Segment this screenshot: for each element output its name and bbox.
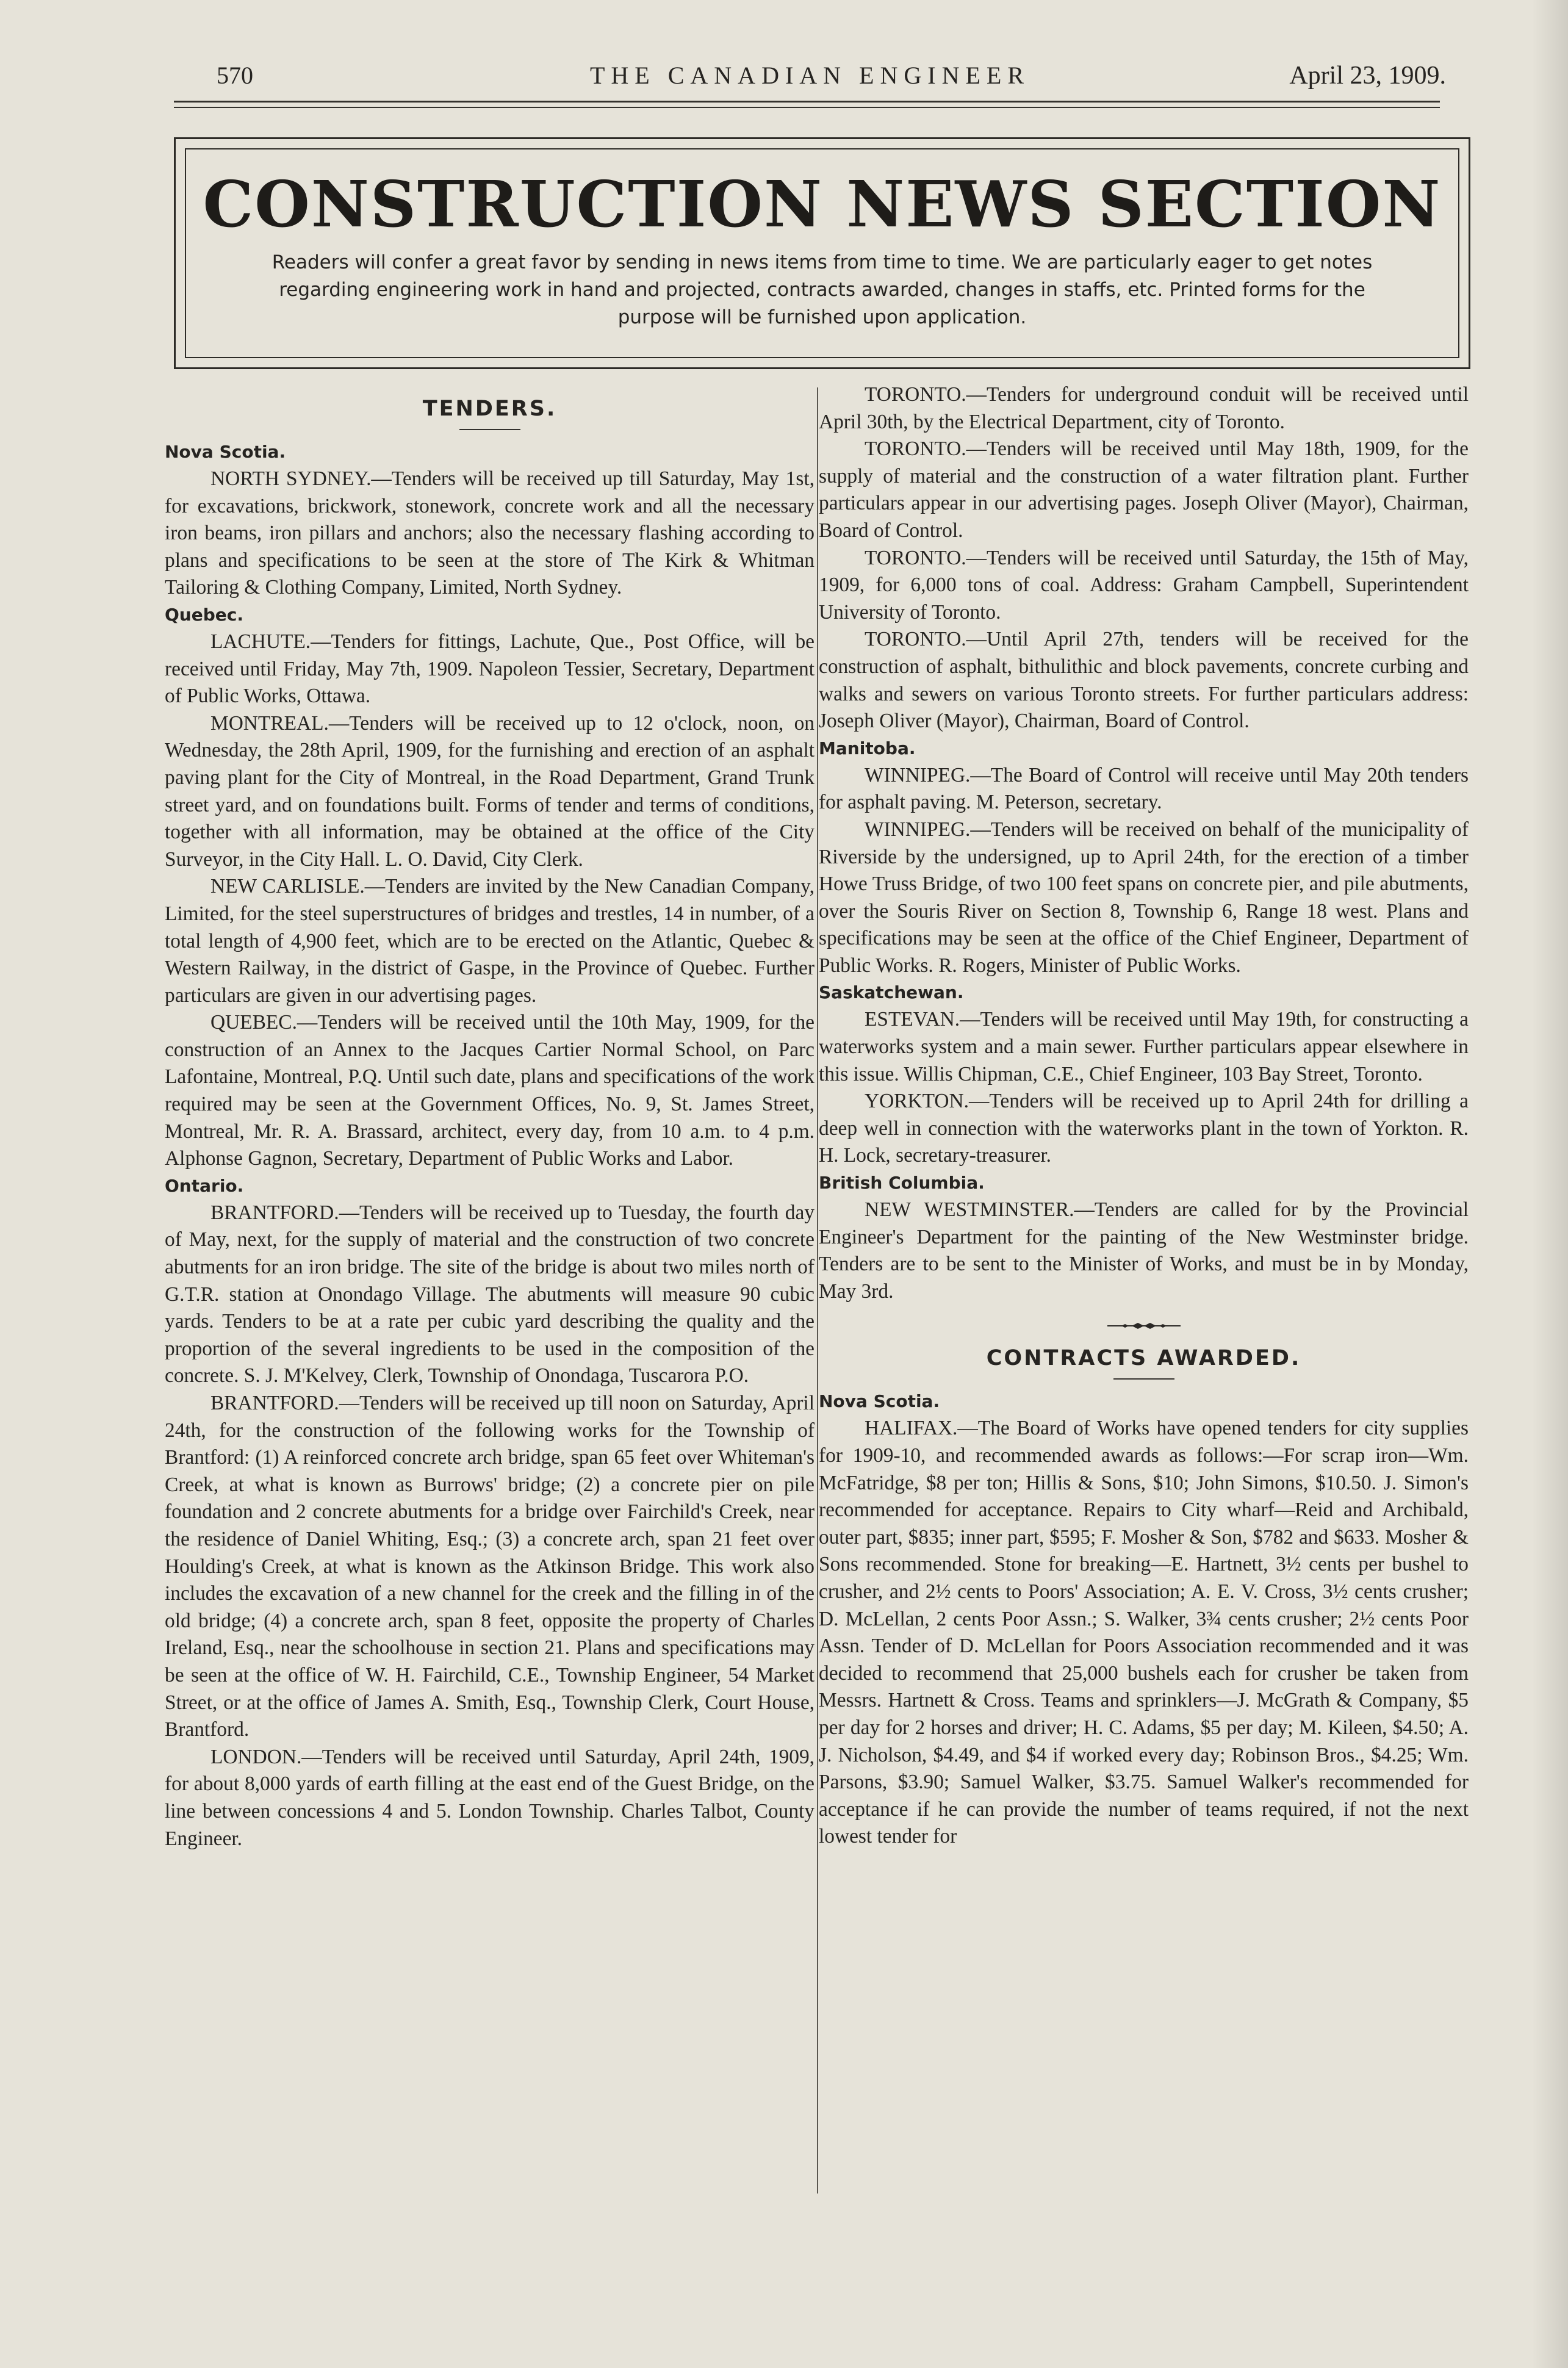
tender-entry: YORKTON.—Tenders will be received up to April 24th for drilling a deep well in connection with the waterworks plant in the town of Yorkton. R. H. Lock, secretary-treasurer. xyxy=(819,1090,1469,1167)
tender-entry: NORTH SYDNEY.—Tenders will be received up till Saturday, May 1st, for excavations, brickwork, stonework, concrete work and all the necessary iron beams, iron pillars and anchors; also the necessary flashing according to plans and specifications to be seen at the store of The Kirk & Whitman Tailoring & Clothing Company, Limited, North Sydney. xyxy=(165,467,815,599)
header-rule-thin xyxy=(174,107,1440,108)
right-column xyxy=(819,381,1469,1851)
province-manitoba: Manitoba. xyxy=(819,738,916,758)
province-quebec: Quebec. xyxy=(165,604,243,625)
left-column xyxy=(165,381,815,1852)
tender-entry: BRANTFORD.—Tenders will be received up to Tuesday, the fourth day of May, next, for the supply of material and the construction of two concrete abutments for an iron bridge. The site of the bridge is about two miles north of G.T.R. station at Onondago Village. The abutments will measure 90 cubic yards. Tenders to be at a rate per cubic yard describing the quality and the proportion of the several ingredients to be used in the composition of the concrete. S. J. M'Kelvey, Clerk, Township of Onondaga, Tuscarora P.O. xyxy=(165,1201,815,1387)
tender-entry: BRANTFORD.—Tenders will be received up till noon on Saturday, April 24th, for the construction of the following works for the Township of Brantford: (1) A reinforced concrete arch bridge, span 65 feet over Whiteman's Creek, at what is known as Burrows' bridge; (2) a concrete pier on pile foundation and 2 concrete abutments for a bridge over Fairchild's Creek, near the residence of Daniel Whiting, Esq.; (3) a concrete arch, span 21 feet over Houlding's Creek, at what is known as the Atkinson Bridge. This work also includes the excavation of a new channel for the creek and the filling in of the old bridge; (4) a concrete arch, span 8 feet, opposite the property of Charles Ireland, Esq., near the schoolhouse in section 21. Plans and specifications may be seen at the office of W. H. Fairchild, C.E., Township Engineer, 54 Market Street, or at the office of James A. Smith, Esq., Township Clerk, Court House, Brantford. xyxy=(165,1392,815,1741)
tenders-heading: TENDERS. xyxy=(422,397,557,421)
tender-entry: LONDON.—Tenders will be received until Saturday, April 24th, 1909, for about 8,000 yards of earth filling at the east end of the Guest Bridge, on the line between concessions 4 and 5. London Township. Charles Talbot, County Engineer. xyxy=(165,1745,815,1850)
province-ontario: Ontario. xyxy=(165,1175,244,1196)
running-head xyxy=(174,61,1446,98)
page-number: 570 xyxy=(217,62,253,89)
section-banner xyxy=(174,137,1470,369)
tender-entry: LACHUTE.—Tenders for fittings, Lachute, Que., Post Office, will be received until Friday, May 7th, 1909. Napoleon Tessier, Secretary, Department of Public Works, Ottawa. xyxy=(165,630,815,708)
section-ornament xyxy=(819,1319,1469,1331)
contract-entry: HALIFAX.—The Board of Works have opened tenders for city supplies for 1909-10, and recommended awards as follows:—For scrap iron—Wm. McFatridge, $8 per ton; Hillis & Sons, $10; John Simons, $10.50. J. Simon's recommended for acceptance. Repairs to City wharf—Reid and Archibald, outer part, $835; inner part, $595; F. Mosher & Son, $782 and $633. Mosher & Sons recommended. Stone for breaking—E. Hartnett, 3½ cents per bushel to crusher, and 2½ cents to Poors' Association; A. E. V. Cross, 3½ cents crusher; D. McLellan, 2 cents Poor Assn.; S. Walker, 3¾ cents crusher; 2½ cents Poor Assn. Tender of D. McLellan for Poors Association recommended and it was decided to recommend that 25,000 bushels each for crusher be taken from Messrs. Hartnett & Cross. Teams and sprinklers—J. McGrath & Company, $5 per day for 2 horses and driver; H. C. Adams, $5 per day; M. Kileen, $4.50; A. J. Nicholson, $4.49, and $4 if worked every day; Robinson Bros., $4.25; Wm. Parsons, $3.90; Samuel Walker, $3.75. Samuel Walker's recommended for acceptance if he can provide the number of teams required, if not the next lowest tender for xyxy=(819,1417,1469,1848)
banner-title: CONSTRUCTION NEWS SECTION xyxy=(203,167,1442,242)
tender-entry: NEW CARLISLE.—Tenders are invited by the New Canadian Company, Limited, for the steel superstructures of bridges and trestles, 14 in number, of a total length of 4,900 feet, which are to be erected on the Atlantic, Quebec & Western Railway, in the district of Gaspe, in the Province of Quebec. Further particulars are given in our advertising pages. xyxy=(165,875,815,1007)
heading-rule xyxy=(1113,1378,1174,1380)
contracts-heading: CONTRACTS AWARDED. xyxy=(986,1346,1301,1371)
tender-entry: TORONTO.—Tenders will be received until May 18th, 1909, for the supply of material and the construction of a water filtration plant. Further particulars appear in our advertising pages. Joseph Oliver (Mayor), Chairman, Board of Control. xyxy=(819,437,1469,542)
banner-notice: Readers will confer a great favor by sending in news items from time to time. We are particularly eager to get notes regarding engineering work in hand and projected, contracts awarded, changes in staffs, etc. Printed forms for the purpose will be furnished upon application. xyxy=(272,251,1373,328)
province-nova-scotia: Nova Scotia. xyxy=(819,1391,940,1412)
heading-rule xyxy=(459,429,520,430)
column-divider xyxy=(817,387,818,2193)
province-british-columbia: British Columbia. xyxy=(819,1173,985,1193)
tender-entry: ESTEVAN.—Tenders will be received until May 19th, for constructing a waterworks system and a main sewer. Further particulars appear elsewhere in this issue. Willis Chipman, C.E., Chief Engineer, 103 Bay Street, Toronto. xyxy=(819,1008,1469,1085)
province-saskatchewan: Saskatchewan. xyxy=(819,982,964,1003)
tender-entry: MONTREAL.—Tenders will be received up to 12 o'clock, noon, on Wednesday, the 28th April, 1909, for the furnishing and erection of an asphalt paving plant for the City of Montreal, in the Road Department, Grand Trunk street yard, and on foundations built. Forms of tender and terms of conditions, together with all information, may be obtained at the office of the City Surveyor, in the City Hall. L. O. David, City Clerk. xyxy=(165,711,815,871)
tender-entry: WINNIPEG.—The Board of Control will receive until May 20th tenders for asphalt paving. M. Peterson, secretary. xyxy=(819,763,1469,814)
tender-entry: NEW WESTMINSTER.—Tenders are called for by the Provincial Engineer's Department for the painting of the New Westminster bridge. Tenders are to be sent to the Minister of Works, and must be in by Monday, May 3rd. xyxy=(819,1198,1469,1303)
tender-entry: TORONTO.—Tenders will be received until Saturday, the 15th of May, 1909, for 6,000 tons of coal. Address: Graham Campbell, Superintendent University of Toronto. xyxy=(819,546,1469,624)
tender-entry: WINNIPEG.—Tenders will be received on behalf of the municipality of Riverside by the undersigned, up to April 24th, for the erection of a timber Howe Truss Bridge, of two 100 feet spans on concrete pier, and pile abutments, over the Souris River on Section 8, Township 6, Range 18 west. Plans and specifications may be seen at the office of the Chief Engineer, Department of Public Works. R. Rogers, Minister of Public Works. xyxy=(819,818,1469,977)
header-rule xyxy=(174,101,1440,103)
ornament-divider-icon xyxy=(1104,1321,1184,1331)
province-nova-scotia: Nova Scotia. xyxy=(165,442,286,462)
journal-title: THE CANADIAN ENGINEER xyxy=(589,62,1030,89)
tender-entry: TORONTO.—Until April 27th, tenders will be received for the construction of asphalt, bithulithic and block pavements, concrete curbing and walks and sewers on various Toronto streets. For further particulars address: Joseph Oliver (Mayor), Chairman, Board of Control. xyxy=(819,628,1469,733)
issue-date: April 23, 1909. xyxy=(1289,62,1446,90)
tender-entry: QUEBEC.—Tenders will be received until the 10th May, 1909, for the construction of an Annex to the Jacques Cartier Normal School, on Parc Lafontaine, Montreal, P.Q. Until such date, plans and specifications of the work required may be seen at the Government Offices, No. 9, St. James Street, Montreal, Mr. R. A. Brassard, architect, every day, from 10 a.m. to 4 p.m. Alphonse Gagnon, Secretary, Department of Public Works and Labor. xyxy=(165,1011,815,1170)
page-edge-shadow xyxy=(1531,0,1568,2368)
tender-entry: TORONTO.—Tenders for underground conduit will be received until April 30th, by the Electrical Department, city of Toronto. xyxy=(819,383,1469,433)
